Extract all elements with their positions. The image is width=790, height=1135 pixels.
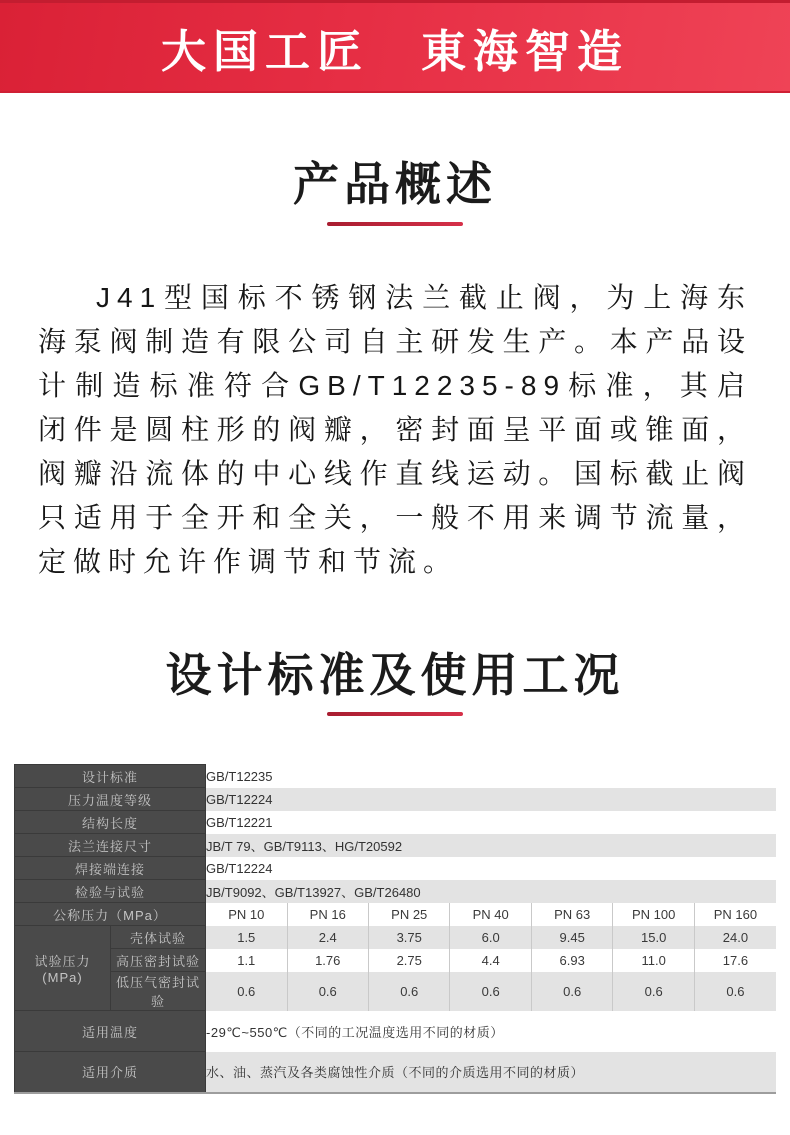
row-label: 焊接端连接 bbox=[15, 857, 206, 880]
table-row bbox=[15, 834, 777, 857]
cell-value: 2.75 bbox=[368, 949, 449, 972]
row-label: 适用温度 bbox=[15, 1011, 206, 1052]
cell-value: 0.6 bbox=[206, 972, 287, 1011]
cell-value: 6.0 bbox=[450, 926, 531, 949]
row-label: 低压气密封试验 bbox=[111, 972, 206, 1011]
table-row bbox=[15, 880, 777, 903]
row-value: GB/T12224 bbox=[206, 857, 776, 880]
table-row-lp-air-seal-test bbox=[15, 972, 777, 1011]
table-row-nominal-pressure bbox=[15, 903, 777, 926]
row-value: -29℃~550℃（不同的工况温度选用不同的材质） bbox=[206, 1011, 776, 1052]
row-value: GB/T12224 bbox=[206, 788, 776, 811]
pn-col-header: PN 25 bbox=[368, 903, 449, 926]
cell-value: 0.6 bbox=[287, 972, 368, 1011]
cell-value: 0.6 bbox=[531, 972, 612, 1011]
pn-col-header: PN 10 bbox=[206, 903, 287, 926]
row-label: 壳体试验 bbox=[111, 926, 206, 949]
cell-value: 24.0 bbox=[694, 926, 776, 949]
design-title-underline bbox=[327, 712, 463, 716]
cell-value: 0.6 bbox=[613, 972, 694, 1011]
cell-value: 1.5 bbox=[206, 926, 287, 949]
design-title: 设计标准及使用工况 bbox=[165, 648, 625, 701]
row-value: GB/T12235 bbox=[206, 765, 776, 788]
row-value: GB/T12221 bbox=[206, 811, 776, 834]
table-row-hp-seal-test bbox=[15, 949, 777, 972]
row-value: 水、油、蒸汽及各类腐蚀性介质（不同的介质选用不同的材质） bbox=[206, 1052, 776, 1093]
cell-value: 2.4 bbox=[287, 926, 368, 949]
table-row bbox=[15, 788, 777, 811]
brand-slogan: 大国工匠 東海智造 bbox=[160, 25, 629, 77]
row-label: 结构长度 bbox=[15, 811, 206, 834]
pn-col-header: PN 16 bbox=[287, 903, 368, 926]
cell-value: 17.6 bbox=[694, 949, 776, 972]
cell-value: 11.0 bbox=[613, 949, 694, 972]
table-row-temperature bbox=[15, 1011, 777, 1052]
cell-value: 6.93 bbox=[531, 949, 612, 972]
cell-value: 0.6 bbox=[694, 972, 776, 1011]
row-label: 适用介质 bbox=[15, 1052, 206, 1093]
table-row bbox=[15, 811, 777, 834]
cell-value: 1.1 bbox=[206, 949, 287, 972]
cell-value: 0.6 bbox=[450, 972, 531, 1011]
section-design-header bbox=[0, 650, 790, 717]
row-label: 高压密封试验 bbox=[111, 949, 206, 972]
cell-value: 15.0 bbox=[613, 926, 694, 949]
row-label: 公称压力（MPa） bbox=[15, 903, 206, 926]
test-pressure-group-label: 试验压力(MPa) bbox=[15, 926, 111, 1011]
spec-table bbox=[14, 764, 776, 1094]
table-row bbox=[15, 765, 777, 788]
pn-col-header: PN 160 bbox=[694, 903, 776, 926]
pn-col-header: PN 63 bbox=[531, 903, 612, 926]
cell-value: 4.4 bbox=[450, 949, 531, 972]
row-label: 设计标准 bbox=[15, 765, 206, 788]
overview-title-underline bbox=[327, 222, 463, 226]
pn-col-header: PN 40 bbox=[450, 903, 531, 926]
table-row-shell-test bbox=[15, 926, 777, 949]
section-overview-header bbox=[0, 159, 790, 226]
table-row bbox=[15, 857, 777, 880]
overview-paragraph: J41型国标不锈钢法兰截止阀，为上海东海泵阀制造有限公司自主研发生产。本产品设计制造标准符合GB/T12235-89标准，其启闭件是圆柱形的阀瓣，密封面呈平面或锥面，阀瓣沿流体的中心线作直线运动。国标截止阀只适用于全开和全关，一般不用来调节流量，定做时允许作调节和节流。 bbox=[38, 281, 752, 577]
table-row-medium bbox=[15, 1052, 777, 1093]
spec-table-wrapper bbox=[14, 764, 776, 1094]
row-label: 压力温度等级 bbox=[15, 788, 206, 811]
cell-value: 0.6 bbox=[368, 972, 449, 1011]
row-label: 法兰连接尺寸 bbox=[15, 834, 206, 857]
brand-banner bbox=[0, 0, 790, 93]
row-label: 检验与试验 bbox=[15, 880, 206, 903]
row-value: JB/T 79、GB/T9113、HG/T20592 bbox=[206, 834, 776, 857]
cell-value: 3.75 bbox=[368, 926, 449, 949]
row-value: JB/T9092、GB/T13927、GB/T26480 bbox=[206, 880, 776, 903]
overview-title: 产品概述 bbox=[293, 158, 497, 210]
pn-col-header: PN 100 bbox=[613, 903, 694, 926]
cell-value: 9.45 bbox=[531, 926, 612, 949]
cell-value: 1.76 bbox=[287, 949, 368, 972]
